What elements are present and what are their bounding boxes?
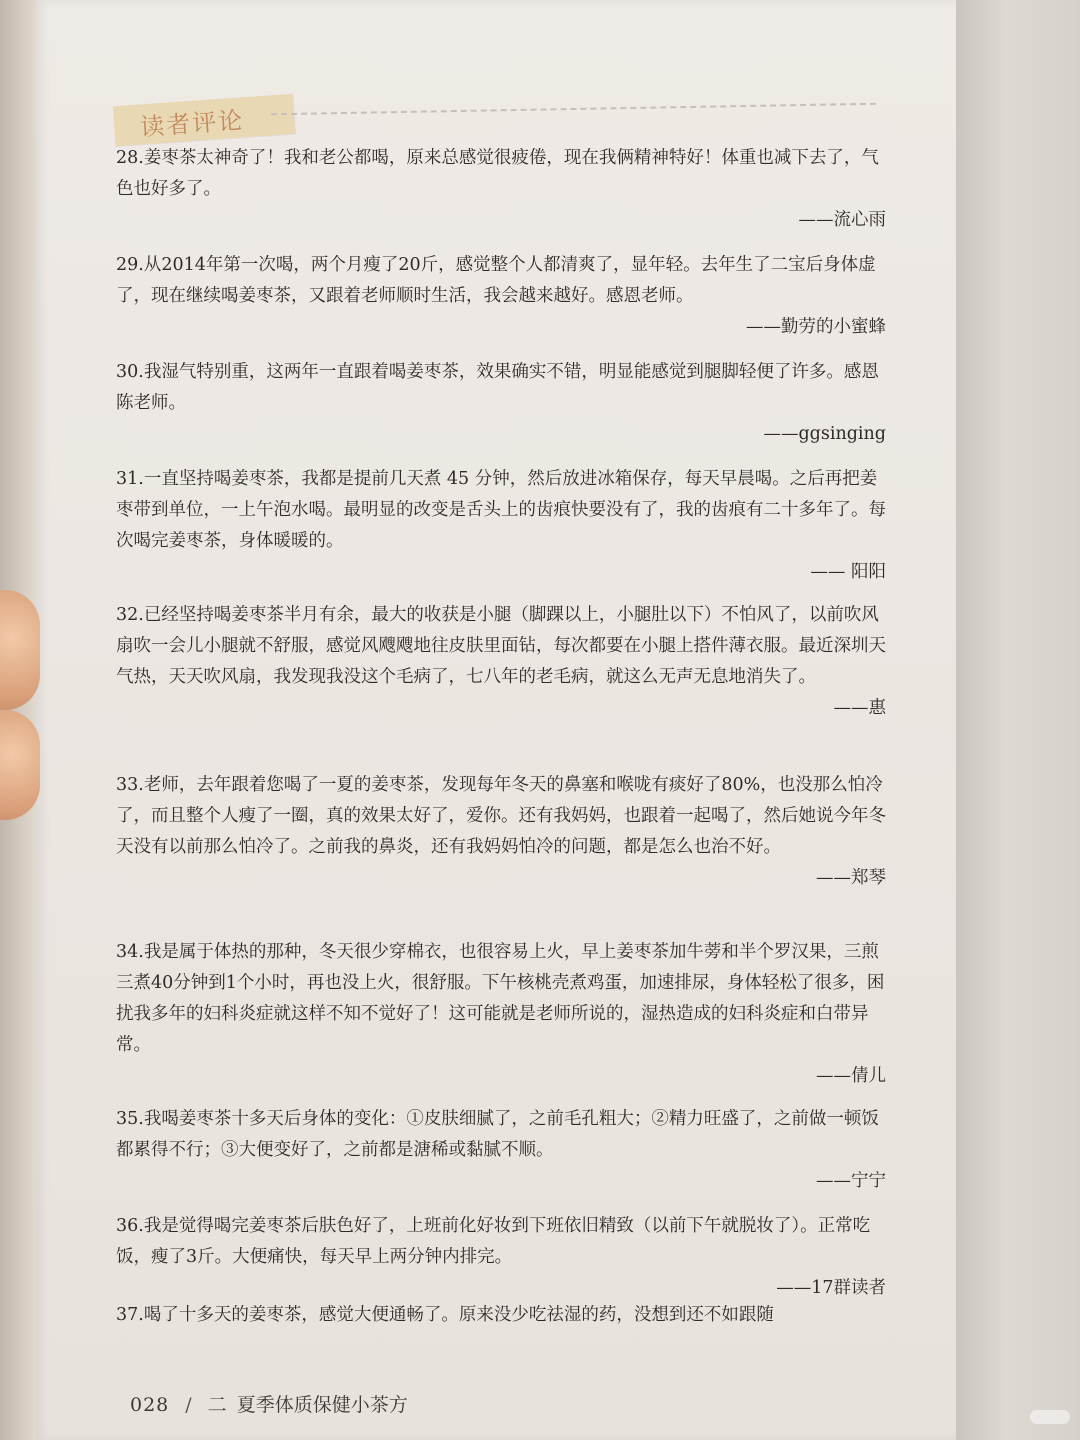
comment-entry (116, 464, 886, 587)
comment-number: 30. (116, 362, 144, 382)
comment-text: 老师，去年跟着您喝了一夏的姜枣茶，发现每年冬天的鼻塞和喉咙有痰好了80%，也没那么怕冷了，而且整个人瘦了一圈，真的效果太好了，爱你。还有我妈妈，也跟着一起喝了，然后她说今年冬天没有以前那么怕冷了。之前我的鼻炎，还有我妈妈怕冷的问题，都是怎么也治不好。 (116, 775, 886, 857)
comment-number: 29. (116, 255, 144, 275)
comment-author: ——郑琴 (816, 868, 886, 888)
comment-author: ——流心雨 (798, 210, 886, 230)
comment-entry (116, 1300, 886, 1331)
section-header-tag (113, 94, 295, 146)
header-divider (271, 103, 876, 116)
comment-number: 37. (116, 1305, 144, 1325)
comment-text: 姜枣茶太神奇了！我和老公都喝，原来总感觉很疲倦，现在我俩精神特好！体重也减下去了，气色也好多了。 (116, 148, 879, 199)
book-page (36, 0, 956, 1440)
page-footer (130, 1390, 408, 1417)
thumb-finger (0, 590, 40, 710)
comment-author: ——勤劳的小蜜蜂 (746, 317, 886, 337)
comment-text: 我是属于体热的那种，冬天很少穿棉衣，也很容易上火，早上姜枣茶加牛蒡和半个罗汉果，三煎三煮40分钟到1个小时，再也没上火，很舒服。下午核桃壳煮鸡蛋，加速排尿，身体轻松了很多，困扰我多年的妇科炎症就这样不知不觉好了！这可能就是老师所说的，湿热造成的妇科炎症和白带异常。 (116, 942, 885, 1055)
comment-entry (116, 937, 886, 1091)
comment-author: ——宁宁 (816, 1171, 886, 1191)
comment-text: 从2014年第一次喝，两个月瘦了20斤，感觉整个人都清爽了，显年轻。去年生了二宝后身体虚了，现在继续喝姜枣茶，又跟着老师顺时生活，我会越来越好。感恩老师。 (116, 255, 876, 306)
comment-text: 一直坚持喝姜枣茶，我都是提前几天煮 45 分钟，然后放进冰箱保存，每天早晨喝。之后再把姜枣带到单位，一上午泡水喝。最明显的改变是舌头上的齿痕快要没有了，我的齿痕有二十多年了。每次喝完姜枣茶，身体暖暖的。 (116, 469, 886, 551)
comment-author: ——17群读者 (776, 1278, 886, 1298)
chapter-title: 夏季体质保健小茶方 (236, 1394, 408, 1416)
comment-number: 36. (116, 1216, 144, 1236)
comment-text: 我湿气特别重，这两年一直跟着喝姜枣茶，效果确实不错，明显能感觉到腿脚轻便了许多。感恩陈老师。 (116, 362, 879, 413)
comment-entry (116, 250, 886, 342)
comment-text: 我喝姜枣茶十多天后身体的变化：①皮肤细腻了，之前毛孔粗大；②精力旺盛了，之前做一顿饭都累得不行；③大便变好了，之前都是溏稀或黏腻不顺。 (116, 1109, 879, 1160)
comment-number: 28. (116, 148, 144, 168)
comment-author: ——ggsinging (763, 424, 886, 444)
page-number: 028 (130, 1394, 170, 1416)
section-number: 二 (207, 1394, 227, 1416)
comment-entry (116, 770, 886, 893)
comment-entry (116, 600, 886, 723)
footer-divider: / (185, 1394, 192, 1416)
comment-author: ——倩儿 (816, 1066, 886, 1086)
comment-author: —— 阳阳 (810, 562, 886, 582)
comment-number: 35. (116, 1109, 144, 1129)
comment-entry (116, 1211, 886, 1303)
comment-text: 已经坚持喝姜枣茶半月有余，最大的收获是小腿（脚踝以上，小腿肚以下）不怕风了，以前吹风扇吹一会儿小腿就不舒服，感觉风飕飕地往皮肤里面钻，每次都要在小腿上搭件薄衣服。最近深圳天气热，天天吹风扇，我发现我没这个毛病了，七八年的老毛病，就这么无声无息地消失了。 (116, 605, 886, 687)
finger (0, 710, 40, 820)
watermark (1030, 1410, 1070, 1424)
comment-entry (116, 143, 886, 235)
adjacent-page (955, 0, 1080, 1440)
comment-text: 我是觉得喝完姜枣茶后肤色好了，上班前化好妆到下班依旧精致（以前下午就脱妆了）。正常吃饭，瘦了3斤。大便痛快，每天早上两分钟内排完。 (116, 1216, 871, 1267)
comment-number: 31. (116, 469, 144, 489)
comment-number: 34. (116, 942, 144, 962)
section-header-title: 读者评论 (139, 106, 246, 142)
comment-author: ——惠 (833, 698, 886, 718)
comment-entry (116, 357, 886, 449)
comment-number: 33. (116, 775, 144, 795)
comment-number: 32. (116, 605, 144, 625)
comment-text: 喝了十多天的姜枣茶，感觉大便通畅了。原来没少吃祛湿的药，没想到还不如跟随 (143, 1305, 774, 1325)
comment-entry (116, 1104, 886, 1196)
